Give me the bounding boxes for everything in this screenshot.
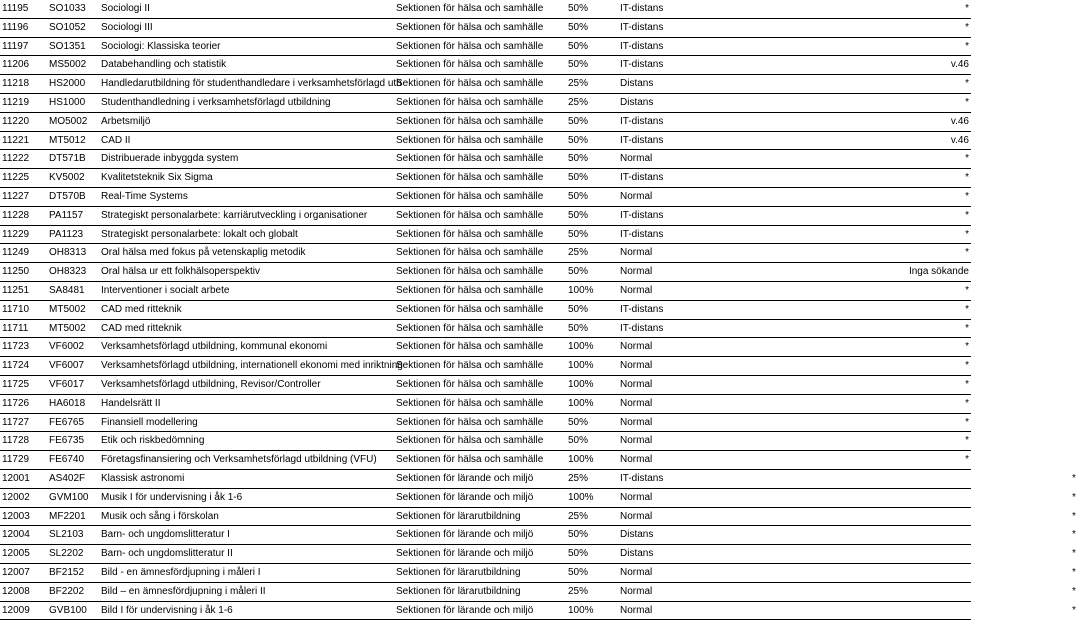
course-code-cell: PA1123 — [47, 225, 99, 244]
table-row — [0, 18, 971, 37]
study-pace-cell: 100% — [566, 375, 618, 394]
course-code-cell: HS2000 — [47, 75, 99, 94]
study-pace-cell: 100% — [566, 488, 618, 507]
study-mode-cell: Normal — [618, 451, 847, 470]
course-code-cell: AS402F — [47, 469, 99, 488]
course-name-cell: Bild I för undervisning i åk 1-6 — [99, 601, 394, 620]
table-row — [0, 563, 971, 582]
note-cell: * — [847, 281, 971, 300]
course-name-cell: Arbetsmiljö — [99, 112, 394, 131]
course-code-cell: KV5002 — [47, 169, 99, 188]
course-code-cell: SO1351 — [47, 37, 99, 56]
study-pace-cell: 25% — [566, 75, 618, 94]
course-id-cell: 11219 — [0, 93, 47, 112]
table-row — [0, 187, 971, 206]
section-cell: Sektionen för hälsa och samhälle — [394, 244, 566, 263]
course-code-cell: MS5002 — [47, 56, 99, 75]
course-name-cell: Sociologi: Klassiska teorier — [99, 37, 394, 56]
study-mode-cell: Normal — [618, 413, 847, 432]
course-name-cell: Verksamhetsförlagd utbildning, kommunal ekonomi — [99, 338, 394, 357]
table-row — [0, 131, 971, 150]
note-cell: * — [847, 432, 971, 451]
study-mode-cell: Normal — [618, 263, 847, 282]
study-pace-cell: 50% — [566, 545, 618, 564]
course-id-cell: 11228 — [0, 206, 47, 225]
course-name-cell: Företagsfinansiering och Verksamhetsförlagd utbildning (VFU) — [99, 451, 394, 470]
course-id-cell: 11729 — [0, 451, 47, 470]
study-pace-cell: 50% — [566, 169, 618, 188]
study-pace-cell: 100% — [566, 394, 618, 413]
table-row — [0, 169, 971, 188]
note-cell: * — [847, 375, 971, 394]
course-name-cell: Real-Time Systems — [99, 187, 394, 206]
course-code-cell: DT571B — [47, 150, 99, 169]
course-id-cell: 11222 — [0, 150, 47, 169]
course-id-cell: 12009 — [0, 601, 47, 620]
course-id-cell: 11249 — [0, 244, 47, 263]
course-id-cell: 11724 — [0, 357, 47, 376]
note-cell: * — [847, 18, 971, 37]
section-cell: Sektionen för hälsa och samhälle — [394, 112, 566, 131]
note-cell: * — [847, 319, 971, 338]
section-cell: Sektionen för lärarutbildning — [394, 582, 566, 601]
note-cell: * — [847, 75, 971, 94]
section-cell: Sektionen för hälsa och samhälle — [394, 413, 566, 432]
study-pace-cell: 50% — [566, 150, 618, 169]
section-cell: Sektionen för hälsa och samhälle — [394, 37, 566, 56]
course-name-cell: Interventioner i socialt arbete — [99, 281, 394, 300]
course-id-cell: 11197 — [0, 37, 47, 56]
study-mode-cell: Distans — [618, 75, 847, 94]
study-pace-cell: 50% — [566, 300, 618, 319]
course-id-cell: 11225 — [0, 169, 47, 188]
course-id-cell: 11250 — [0, 263, 47, 282]
course-code-cell: FE6740 — [47, 451, 99, 470]
study-pace-cell: 50% — [566, 563, 618, 582]
table-row — [0, 244, 971, 263]
study-pace-cell: 50% — [566, 263, 618, 282]
study-mode-cell: Distans — [618, 545, 847, 564]
course-name-cell: Bild - en ämnesfördjupning i måleri I — [99, 563, 394, 582]
course-id-cell: 11726 — [0, 394, 47, 413]
course-code-cell: MF2201 — [47, 507, 99, 526]
table-row — [0, 601, 971, 620]
section-cell: Sektionen för hälsa och samhälle — [394, 319, 566, 338]
table-row — [0, 281, 971, 300]
course-name-cell: Klassisk astronomi — [99, 469, 394, 488]
course-code-cell: GVM100 — [47, 488, 99, 507]
table-row — [0, 225, 971, 244]
course-id-cell: 12007 — [0, 563, 47, 582]
course-id-cell: 11251 — [0, 281, 47, 300]
course-code-cell: VF6007 — [47, 357, 99, 376]
study-pace-cell: 50% — [566, 18, 618, 37]
study-mode-cell: IT-distans — [618, 131, 847, 150]
study-mode-cell: IT-distans — [618, 469, 847, 488]
note-cell: * — [847, 582, 971, 601]
course-code-cell: DT570B — [47, 187, 99, 206]
study-pace-cell: 100% — [566, 601, 618, 620]
course-code-cell: BF2202 — [47, 582, 99, 601]
course-name-cell: Distribuerade inbyggda system — [99, 150, 394, 169]
study-pace-cell: 100% — [566, 338, 618, 357]
section-cell: Sektionen för hälsa och samhälle — [394, 225, 566, 244]
course-name-cell: CAD med ritteknik — [99, 300, 394, 319]
table-row — [0, 582, 971, 601]
course-code-cell: VF6017 — [47, 375, 99, 394]
course-id-cell: 11727 — [0, 413, 47, 432]
section-cell: Sektionen för hälsa och samhälle — [394, 0, 566, 18]
section-cell: Sektionen för hälsa och samhälle — [394, 131, 566, 150]
table-row — [0, 451, 971, 470]
course-code-cell: VF6002 — [47, 338, 99, 357]
course-code-cell: OH8323 — [47, 263, 99, 282]
note-cell: v.46 — [847, 56, 971, 75]
course-code-cell: SL2202 — [47, 545, 99, 564]
course-code-cell: GVB100 — [47, 601, 99, 620]
study-mode-cell: Normal — [618, 187, 847, 206]
table-row — [0, 263, 971, 282]
study-pace-cell: 50% — [566, 131, 618, 150]
note-cell: * — [847, 244, 971, 263]
course-name-cell: Strategiskt personalarbete: karriärutveckling i organisationer — [99, 206, 394, 225]
course-code-cell: FE6735 — [47, 432, 99, 451]
note-cell: * — [847, 37, 971, 56]
section-cell: Sektionen för hälsa och samhälle — [394, 281, 566, 300]
table-row — [0, 394, 971, 413]
note-cell: * — [847, 526, 971, 545]
course-name-cell: Handledarutbildning för studenthandledare i verksamhetsförlagd utb — [99, 75, 394, 94]
study-mode-cell: Normal — [618, 244, 847, 263]
course-name-cell: Oral hälsa med fokus på vetenskaplig metodik — [99, 244, 394, 263]
course-id-cell: 11195 — [0, 0, 47, 18]
study-mode-cell: Normal — [618, 394, 847, 413]
study-pace-cell: 25% — [566, 469, 618, 488]
study-pace-cell: 25% — [566, 244, 618, 263]
table-row — [0, 93, 971, 112]
section-cell: Sektionen för hälsa och samhälle — [394, 150, 566, 169]
note-cell: * — [847, 206, 971, 225]
course-id-cell: 12008 — [0, 582, 47, 601]
course-code-cell: MO5002 — [47, 112, 99, 131]
study-pace-cell: 25% — [566, 93, 618, 112]
study-mode-cell: Normal — [618, 601, 847, 620]
table-row — [0, 206, 971, 225]
course-name-cell: Finansiell modellering — [99, 413, 394, 432]
table-row — [0, 413, 971, 432]
table-row — [0, 300, 971, 319]
note-cell: * — [847, 338, 971, 357]
note-cell: * — [847, 469, 971, 488]
course-name-cell: Verksamhetsförlagd utbildning, internationell ekonomi med inriktning — [99, 357, 394, 376]
course-id-cell: 11221 — [0, 131, 47, 150]
study-mode-cell: IT-distans — [618, 169, 847, 188]
course-id-cell: 11206 — [0, 56, 47, 75]
course-id-cell: 12001 — [0, 469, 47, 488]
section-cell: Sektionen för lärande och miljö — [394, 469, 566, 488]
study-pace-cell: 100% — [566, 281, 618, 300]
note-cell: Inga sökande — [847, 263, 971, 282]
course-name-cell: Etik och riskbedömning — [99, 432, 394, 451]
table-row — [0, 150, 971, 169]
section-cell: Sektionen för lärande och miljö — [394, 601, 566, 620]
table-row — [0, 357, 971, 376]
note-cell: * — [847, 93, 971, 112]
course-code-cell: FE6765 — [47, 413, 99, 432]
table-row — [0, 0, 971, 18]
study-pace-cell: 50% — [566, 225, 618, 244]
study-pace-cell: 50% — [566, 413, 618, 432]
study-mode-cell: Normal — [618, 563, 847, 582]
table-row — [0, 469, 971, 488]
section-cell: Sektionen för hälsa och samhälle — [394, 432, 566, 451]
study-pace-cell: 50% — [566, 187, 618, 206]
table-row — [0, 37, 971, 56]
course-id-cell: 12005 — [0, 545, 47, 564]
section-cell: Sektionen för hälsa och samhälle — [394, 375, 566, 394]
study-mode-cell: Distans — [618, 93, 847, 112]
study-pace-cell: 50% — [566, 526, 618, 545]
section-cell: Sektionen för hälsa och samhälle — [394, 56, 566, 75]
course-name-cell: Handelsrätt II — [99, 394, 394, 413]
course-name-cell: Kvalitetsteknik Six Sigma — [99, 169, 394, 188]
study-pace-cell: 50% — [566, 319, 618, 338]
course-name-cell: Databehandling och statistik — [99, 56, 394, 75]
table-row — [0, 526, 971, 545]
note-cell: * — [847, 357, 971, 376]
note-cell: * — [847, 300, 971, 319]
course-code-cell: SO1052 — [47, 18, 99, 37]
course-code-cell: MT5002 — [47, 300, 99, 319]
study-mode-cell: IT-distans — [618, 225, 847, 244]
table-row — [0, 75, 971, 94]
note-cell: * — [847, 394, 971, 413]
course-id-cell: 11218 — [0, 75, 47, 94]
note-cell: v.46 — [847, 112, 971, 131]
study-mode-cell: IT-distans — [618, 0, 847, 18]
course-name-cell: Strategiskt personalarbete: lokalt och globalt — [99, 225, 394, 244]
course-id-cell: 12002 — [0, 488, 47, 507]
study-mode-cell: IT-distans — [618, 18, 847, 37]
section-cell: Sektionen för hälsa och samhälle — [394, 300, 566, 319]
note-cell: * — [847, 169, 971, 188]
course-code-cell: SO1033 — [47, 0, 99, 18]
course-id-cell: 11220 — [0, 112, 47, 131]
course-name-cell: CAD II — [99, 131, 394, 150]
table-row — [0, 375, 971, 394]
note-cell: * — [847, 601, 971, 620]
study-pace-cell: 25% — [566, 507, 618, 526]
course-name-cell: Musik I för undervisning i åk 1-6 — [99, 488, 394, 507]
course-id-cell: 12003 — [0, 507, 47, 526]
course-name-cell: Barn- och ungdomslitteratur I — [99, 526, 394, 545]
section-cell: Sektionen för hälsa och samhälle — [394, 263, 566, 282]
note-cell: * — [847, 187, 971, 206]
study-mode-cell: IT-distans — [618, 206, 847, 225]
note-cell: * — [847, 413, 971, 432]
course-name-cell: Oral hälsa ur ett folkhälsoperspektiv — [99, 263, 394, 282]
course-id-cell: 11710 — [0, 300, 47, 319]
course-code-cell: HA6018 — [47, 394, 99, 413]
note-cell: * — [847, 545, 971, 564]
section-cell: Sektionen för lärarutbildning — [394, 563, 566, 582]
course-id-cell: 11725 — [0, 375, 47, 394]
study-mode-cell: IT-distans — [618, 319, 847, 338]
study-mode-cell: Normal — [618, 150, 847, 169]
course-code-cell: SL2103 — [47, 526, 99, 545]
course-id-cell: 11229 — [0, 225, 47, 244]
study-pace-cell: 25% — [566, 582, 618, 601]
course-id-cell: 11711 — [0, 319, 47, 338]
course-code-cell: BF2152 — [47, 563, 99, 582]
section-cell: Sektionen för hälsa och samhälle — [394, 169, 566, 188]
course-name-cell: Barn- och ungdomslitteratur II — [99, 545, 394, 564]
study-mode-cell: Normal — [618, 375, 847, 394]
table-row — [0, 56, 971, 75]
course-code-cell: PA1157 — [47, 206, 99, 225]
note-cell: * — [847, 507, 971, 526]
course-id-cell: 11728 — [0, 432, 47, 451]
study-mode-cell: Normal — [618, 582, 847, 601]
study-pace-cell: 100% — [566, 451, 618, 470]
course-id-cell: 11227 — [0, 187, 47, 206]
note-cell: * — [847, 488, 971, 507]
course-name-cell: Sociologi III — [99, 18, 394, 37]
section-cell: Sektionen för lärande och miljö — [394, 545, 566, 564]
table-row — [0, 545, 971, 564]
course-name-cell: CAD med ritteknik — [99, 319, 394, 338]
section-cell: Sektionen för hälsa och samhälle — [394, 338, 566, 357]
section-cell: Sektionen för hälsa och samhälle — [394, 75, 566, 94]
study-mode-cell: IT-distans — [618, 37, 847, 56]
course-id-cell: 11196 — [0, 18, 47, 37]
study-pace-cell: 50% — [566, 56, 618, 75]
study-mode-cell: Normal — [618, 281, 847, 300]
note-cell: * — [847, 150, 971, 169]
study-mode-cell: Normal — [618, 507, 847, 526]
section-cell: Sektionen för hälsa och samhälle — [394, 206, 566, 225]
table-row — [0, 488, 971, 507]
section-cell: Sektionen för hälsa och samhälle — [394, 187, 566, 206]
study-pace-cell: 50% — [566, 37, 618, 56]
table-row — [0, 112, 971, 131]
study-mode-cell: Normal — [618, 357, 847, 376]
study-pace-cell: 100% — [566, 357, 618, 376]
section-cell: Sektionen för hälsa och samhälle — [394, 394, 566, 413]
course-id-cell: 12004 — [0, 526, 47, 545]
section-cell: Sektionen för lärarutbildning — [394, 507, 566, 526]
table-row — [0, 507, 971, 526]
section-cell: Sektionen för lärande och miljö — [394, 526, 566, 545]
study-pace-cell: 50% — [566, 112, 618, 131]
course-name-cell: Studenthandledning i verksamhetsförlagd utbildning — [99, 93, 394, 112]
study-mode-cell: Normal — [618, 432, 847, 451]
study-mode-cell: Normal — [618, 488, 847, 507]
study-mode-cell: IT-distans — [618, 56, 847, 75]
course-code-cell: SA8481 — [47, 281, 99, 300]
course-code-cell: MT5002 — [47, 319, 99, 338]
course-name-cell: Sociologi II — [99, 0, 394, 18]
course-code-cell: MT5012 — [47, 131, 99, 150]
table-row — [0, 432, 971, 451]
section-cell: Sektionen för lärande och miljö — [394, 488, 566, 507]
study-pace-cell: 50% — [566, 0, 618, 18]
note-cell: * — [847, 0, 971, 18]
study-pace-cell: 50% — [566, 206, 618, 225]
course-name-cell: Bild – en ämnesfördjupning i måleri II — [99, 582, 394, 601]
section-cell: Sektionen för hälsa och samhälle — [394, 93, 566, 112]
course-id-cell: 11723 — [0, 338, 47, 357]
note-cell: * — [847, 563, 971, 582]
study-mode-cell: Normal — [618, 338, 847, 357]
table-row — [0, 338, 971, 357]
course-name-cell: Musik och sång i förskolan — [99, 507, 394, 526]
study-mode-cell: Distans — [618, 526, 847, 545]
course-code-cell: HS1000 — [47, 93, 99, 112]
study-pace-cell: 50% — [566, 432, 618, 451]
table-row — [0, 319, 971, 338]
study-mode-cell: IT-distans — [618, 112, 847, 131]
section-cell: Sektionen för hälsa och samhälle — [394, 357, 566, 376]
study-mode-cell: IT-distans — [618, 300, 847, 319]
section-cell: Sektionen för hälsa och samhälle — [394, 451, 566, 470]
course-code-cell: OH8313 — [47, 244, 99, 263]
note-cell: * — [847, 225, 971, 244]
note-cell: * — [847, 451, 971, 470]
section-cell: Sektionen för hälsa och samhälle — [394, 18, 566, 37]
note-cell: v.46 — [847, 131, 971, 150]
course-name-cell: Verksamhetsförlagd utbildning, Revisor/Controller — [99, 375, 394, 394]
